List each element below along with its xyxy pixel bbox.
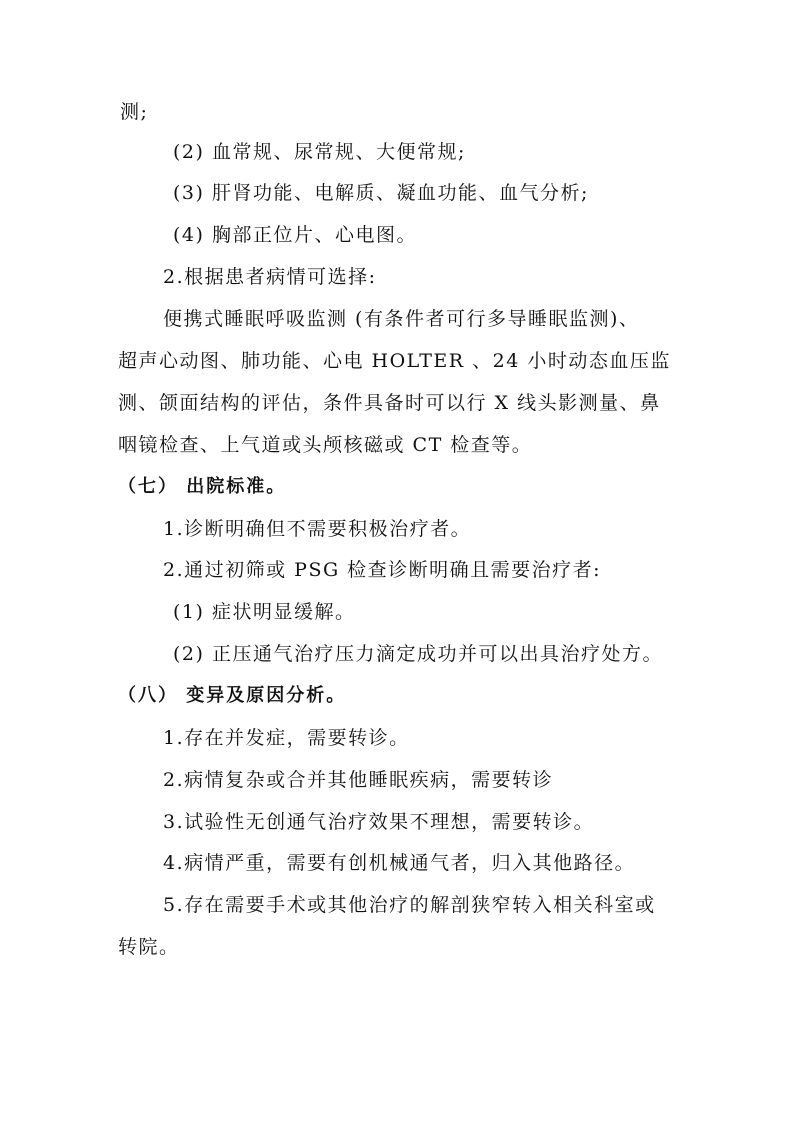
text-line: 2.病情复杂或合并其他睡眠疾病，需要转诊 xyxy=(163,769,554,791)
text-line: (4) 胸部正位片、心电图。 xyxy=(173,224,417,246)
section-heading: （八） 变异及原因分析。 xyxy=(118,685,347,706)
text-line: (2) 正压通气治疗压力滴定成功并可以出具治疗处方。 xyxy=(173,643,663,665)
text-line: 测、颌面结构的评估，条件具备时可以行 X 线头影测量、鼻 xyxy=(118,392,661,414)
text-line: 测; xyxy=(120,101,149,123)
text-line: (1) 症状明显缓解。 xyxy=(173,601,356,623)
text-line: (2) 血常规、尿常规、大便常规; xyxy=(173,141,466,163)
text-line: 4.病情严重，需要有创机械通气者，归入其他路径。 xyxy=(163,852,636,874)
text-line: 1.存在并发症，需要转诊。 xyxy=(163,727,410,749)
text-line: 转院。 xyxy=(118,936,180,958)
text-line: 3.试验性无创通气治疗效果不理想，需要转诊。 xyxy=(163,811,595,833)
text-line: 2.根据患者病情可选择: xyxy=(163,266,377,288)
text-line: 5.存在需要手术或其他治疗的解剖狭窄转入相关科室或 xyxy=(163,894,656,916)
section-heading: （七） 出院标准。 xyxy=(118,476,287,497)
text-line: 2.通过初筛或 PSG 检查诊断明确且需要治疗者: xyxy=(163,559,602,581)
text-line: 1.诊断明确但不需要积极治疗者。 xyxy=(163,518,472,540)
text-line: 咽镜检查、上气道或头颅核磁或 CT 检查等。 xyxy=(118,434,533,456)
text-line: 便携式睡眠呼吸监测 (有条件者可行多导睡眠监测)、 xyxy=(163,308,640,330)
text-line: 超声心动图、肺功能、心电 HOLTER 、24 小时动态血压监 xyxy=(118,350,671,372)
text-line: (3) 肝肾功能、电解质、凝血功能、血气分析; xyxy=(173,182,589,204)
